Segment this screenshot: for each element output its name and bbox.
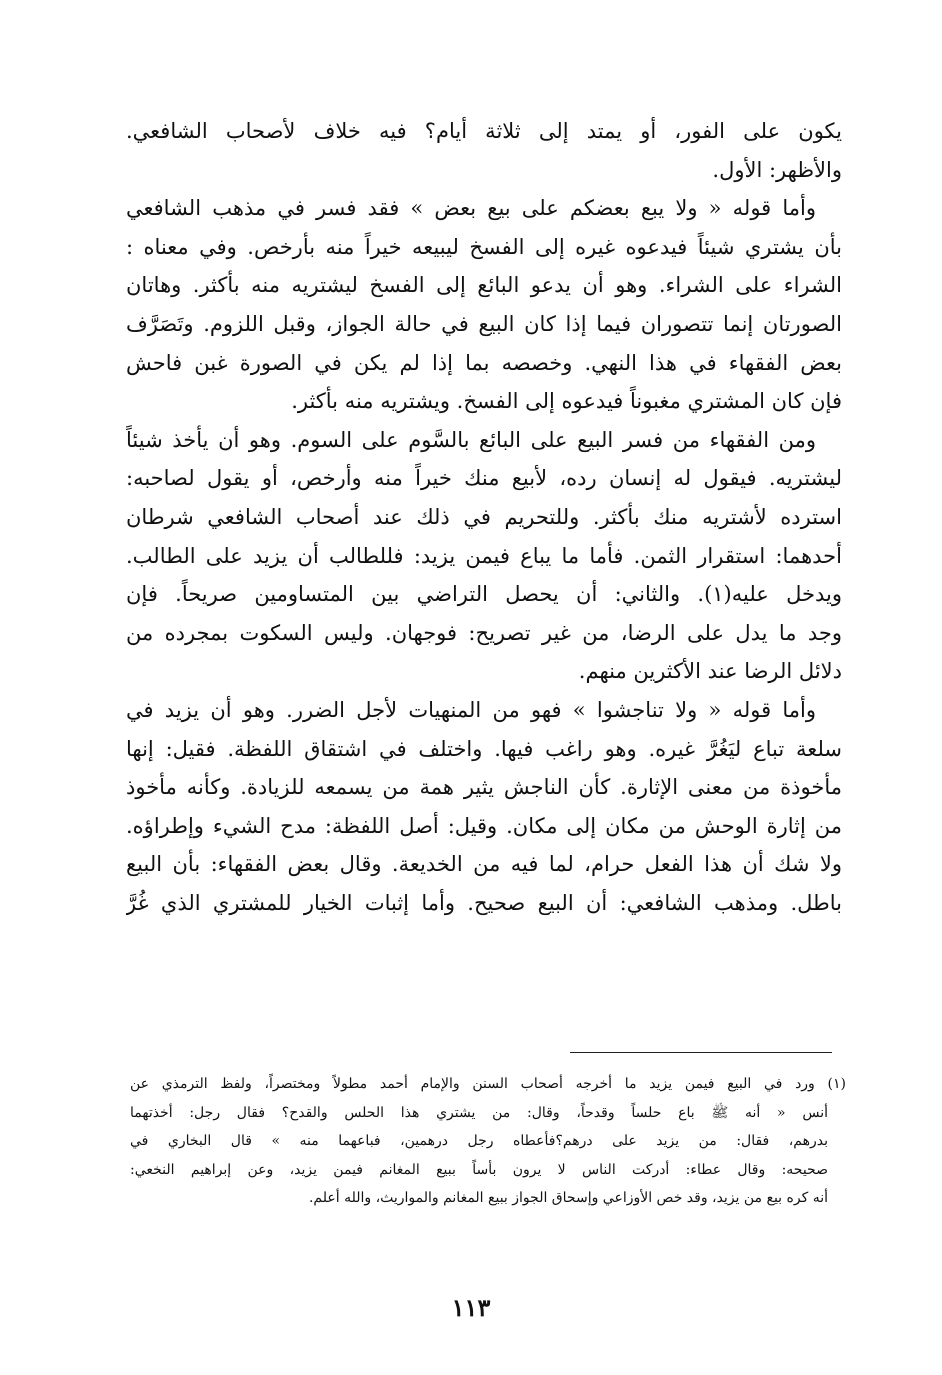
text-line: دلائل الرضا عند الأكثرين منهم. [578,659,842,684]
text-line: ويدخل عليه(١). والثاني: أن يحصل التراضي بين المتساومين صريحاً. فإن [126,582,842,607]
text-line: من إثارة الوحش من مكان إلى مكان. وقيل: أصل اللفظة: مدح الشيء وإطراؤه. [126,813,842,838]
footnote-line: أنه كره بيع من يزيد، وقد خص الأوزاعي وإسحاق الجواز ببيع المغانم والمواريث، والله أعلم. [308,1190,828,1206]
text-line: الشراء على الشراء. وهو أن يدعو البائع إلى الفسخ ليشتريه منه بأكثر. وهاتان [126,273,842,298]
footnote-line: بدرهم، فقال: من يزيد على درهم؟فأعطاه رجل درهمين، فباعهما منه » قال البخاري في [130,1133,828,1149]
text-line: أحدهما: استقرار الثمن. فأما ما يباع فيمن يزيد: فللطالب أن يزيد على الطالب. [126,543,842,568]
text-line: ليشتريه. فيقول له إنسان رده، لأبيع منك خيراً منه وأرخص، أو يقول لصاحبه: [126,466,842,491]
text-line: بأن يشتري شيئاً فيدعوه غيره إلى الفسخ ليبيعه خيراً منه بأرخص. وفي معناه : [126,234,842,259]
text-line: فإن كان المشتري مغبوناً فيدعوه إلى الفسخ. ويشتريه منه بأكثر. [291,389,842,414]
text-line: والأظهر: الأول. [712,157,842,182]
footnote-line: أنس « أنه ﷺ باع حلساً وقدحاً، وقال: من يشتري هذا الحلس والقدح؟ فقال رجل: أخذتهما [130,1104,828,1121]
text-line: وجد ما يدل على الرضا، من غير تصريح: فوجهان. وليس السكوت بمجرده من [126,620,842,645]
text-line: وأما قوله « ولا يبع بعضكم على بيع بعض » فقد فسر في مذهب الشافعي [126,196,816,221]
text-line: ومن الفقهاء من فسر البيع على البائع بالسَّوم على السوم. وهو أن يأخذ شيئاً [126,427,816,452]
text-line: سلعة تباع ليَغُرَّ غيره. وهو راغب فيها. واختلف في اشتقاق اللفظة. فقيل: إنها [126,736,842,761]
text-line: مأخوذة من معنى الإثارة. كأن الناجش يثير همة من يسمعه للزيادة. وكأنه مأخوذ [126,775,842,800]
footnote-line: (١) ورد في البيع فيمن يزيد ما أخرجه أصحاب السنن والإمام أحمد مطولاً ومختصراً، ولفظ الترمذي عن [130,1076,846,1092]
footnote-line: صحيحه: وقال عطاء: أدركت الناس لا يرون بأساً ببيع المغانم فيمن يزيد، وعن إبراهيم النخعي: [130,1161,828,1178]
text-line: ولا شك أن هذا الفعل حرام، لما فيه من الخديعة. وقال بعض الفقهاء: بأن البيع [126,852,842,877]
text-line: وأما قوله « ولا تناجشوا » فهو من المنهيات لأجل الضرر. وهو أن يزيد في [126,697,816,722]
text-line: باطل. ومذهب الشافعي: أن البيع صحيح. وأما إثبات الخيار للمشتري الذي غُرَّ [126,890,842,915]
text-line: الصورتان إنما تتصوران فيما إذا كان البيع في حالة الجواز، وقبل اللزوم. وتَصَرَّف [126,311,842,336]
footnotes [130,1070,846,1213]
text-line: يكون على الفور، أو يمتد إلى ثلاثة أيام؟ فيه خلاف لأصحاب الشافعي. [126,119,842,143]
text-line: استرده لأشتريه منك بأكثر. وللتحريم في ذلك عند أصحاب الشافعي شرطان [126,504,842,529]
footnote-separator [570,1052,832,1053]
page-number: ١١٣ [451,1293,491,1322]
main-text [126,112,842,922]
text-line: بعض الفقهاء في هذا النهي. وخصصه بما إذا لم يكن في الصورة غبن فاحش [126,350,842,375]
